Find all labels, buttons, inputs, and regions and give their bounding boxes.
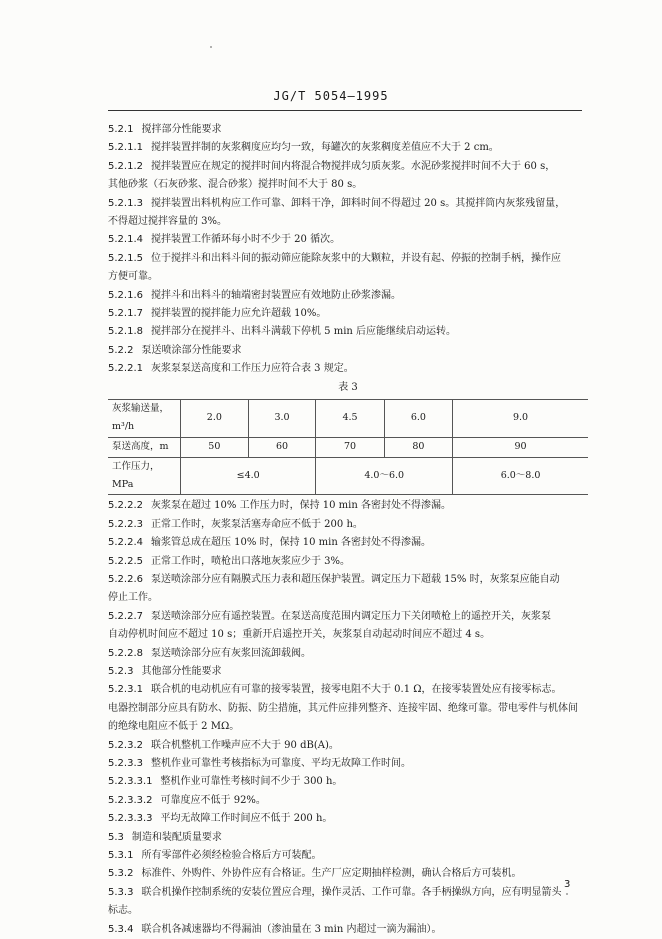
clause-number: 5.2.1	[108, 124, 134, 135]
clause-text: 搅拌部分在搅拌斗、出料斗满载下停机 5 min 后应能继续启动运转。	[151, 326, 457, 338]
paragraph-line	[108, 516, 588, 534]
clause-text: 搅拌斗和出料斗的轴端密封装置应有效地防止砂浆渗漏。	[151, 289, 401, 301]
table-row	[108, 437, 588, 457]
clause-number: 5.2.1.8	[108, 326, 143, 338]
clause-text: 联合机整机工作噪声应不大于 90 dB(A)。	[151, 739, 339, 751]
clause-text: 其他砂浆（石灰砂浆、混合砂浆）搅拌时间不大于 80 s。	[108, 179, 363, 191]
table-cell: 9.0	[453, 399, 588, 437]
clause-number: 5.2.2	[108, 344, 134, 356]
clause-number: 5.3	[108, 831, 124, 843]
table-cell: 2.0	[181, 399, 249, 437]
paragraph-block-1	[108, 121, 588, 379]
paragraph-line	[108, 305, 588, 323]
paragraph-line	[108, 589, 588, 607]
paragraph-line	[108, 902, 588, 920]
paragraph-line	[108, 737, 588, 755]
clause-number: 5.2.1.1	[108, 142, 143, 154]
paragraph-line	[108, 571, 588, 589]
clause-text: 搅拌装置的搅拌能力应允许超载 10%。	[151, 308, 327, 320]
table-cell: 4.5	[316, 399, 384, 437]
clause-text: 搅拌装置出料机构应工作可靠、卸料干净，卸料时间不得超过 20 s。其搅拌筒内灰浆残留量，	[151, 197, 566, 209]
clause-text: 整机作业可靠性考核时间不少于 300 h。	[160, 776, 343, 788]
clause-text: 灰浆泵在超过 10% 工作压力时，保持 10 min 各密封处不得渗漏。	[151, 500, 451, 512]
clause-text: 正常工作时，灰浆泵活塞寿命应不低于 200 h。	[151, 518, 363, 530]
clause-number: 5.3.3	[108, 886, 134, 898]
clause-text: 标志。	[108, 905, 138, 917]
clause-number: 5.3.1	[108, 850, 134, 862]
clause-number: 5.2.3.3.3	[108, 813, 153, 825]
clause-number: 5.2.1.3	[108, 197, 143, 209]
paragraph-line	[108, 323, 588, 341]
clause-text: 搅拌装置应在规定的搅拌时间内将混合物搅拌成匀质灰浆。水泥砂浆搅拌时间不大于 60 s，	[151, 160, 556, 172]
table-caption: 表 3	[338, 381, 358, 393]
paragraph-line	[108, 268, 588, 286]
scan-speck	[566, 893, 568, 895]
clause-text: 正常工作时，喷枪出口落地灰浆应少于 3%。	[151, 555, 351, 567]
table-cell: 80	[384, 437, 452, 457]
clause-text: 泵送喷涂部分应有灰浆回流卸载阀。	[151, 647, 311, 659]
clause-number: 5.2.3.2	[108, 739, 143, 751]
paragraph-line	[108, 773, 588, 791]
clause-text: 整机作业可靠性考核指标为可靠度、平均无故障工作时间。	[151, 758, 411, 769]
spec-table	[108, 399, 588, 496]
paragraph-line	[108, 792, 588, 810]
paragraph-line	[108, 360, 588, 378]
table-cell: 50	[181, 437, 249, 457]
clause-text: 不得超过搅拌容量的 3%。	[108, 216, 228, 228]
table-row	[108, 399, 588, 437]
clause-number: 5.2.3.3	[108, 758, 143, 769]
paragraph-line	[108, 287, 588, 305]
document-body	[108, 121, 588, 939]
standard-code-header: JG/T 5054—1995	[273, 89, 389, 103]
clause-text: 标准件、外购件、外协件应有合格证。生产厂应定期抽样检测，确认合格后方可装机。	[141, 868, 522, 880]
clause-text: 输浆管总成在超压 10% 时，保持 10 min 各密封处不得渗漏。	[151, 537, 431, 549]
clause-number: 5.2.1.2	[108, 160, 143, 172]
paragraph-line	[108, 497, 588, 515]
paragraph-line	[108, 865, 588, 883]
paragraph-line	[108, 176, 588, 194]
clause-text: 所有零部件必须经检验合格后方可装配。	[141, 850, 322, 862]
clause-number: 5.2.1.7	[108, 308, 143, 320]
clause-text: 搅拌部分性能要求	[141, 124, 222, 135]
clause-number: 5.2.2.5	[108, 555, 143, 567]
paragraph-line	[108, 847, 588, 865]
clause-text: 搅拌装置拌制的灰浆稠度应均匀一致，每罐次的灰浆稠度差值应不大于 2 cm。	[151, 142, 499, 154]
paragraph-line	[108, 755, 588, 773]
clause-text: 联合机各减速器均不得漏油（渗油量在 3 min 内超过一滴为漏油）。	[141, 923, 442, 935]
clause-text: 灰浆泵泵送高度和工作压力应符合表 3 规定。	[151, 363, 354, 375]
clause-text: 其他部分性能要求	[141, 665, 222, 677]
clause-number: 5.2.1.5	[108, 252, 143, 264]
table-row-label: 泵送高度，m	[108, 437, 181, 457]
header-rule	[108, 110, 582, 111]
clause-text: 方便可靠。	[108, 271, 158, 283]
clause-text: 可靠度应不低于 92%。	[160, 794, 266, 806]
clause-number: 5.3.2	[108, 868, 134, 880]
clause-number: 5.2.2.4	[108, 537, 143, 549]
paragraph-line	[108, 553, 588, 571]
paragraph-line	[108, 681, 588, 699]
clause-text: 位于搅拌斗和出料斗间的振动筛应能除灰浆中的大颗粒，并设有起、停振的控制手柄，操作应	[151, 252, 561, 264]
table-cell: 60	[248, 437, 316, 457]
paragraph-line	[108, 342, 588, 360]
paragraph-line	[108, 645, 588, 663]
clause-number: 5.2.1.4	[108, 234, 143, 246]
paragraph-line	[108, 213, 588, 231]
paragraph-line	[108, 626, 588, 644]
paragraph-line	[108, 718, 588, 736]
paragraph-line	[108, 700, 588, 718]
table-cell: 3.0	[248, 399, 316, 437]
clause-text: 停止工作。	[108, 592, 158, 604]
paragraph-line	[108, 810, 588, 828]
paragraph-line	[108, 534, 588, 552]
clause-text: 电器控制部分应具有防水、防振、防尘措施，其元件应排列整齐、连接牢固、绝缘可靠。带电零件与机体间	[108, 702, 578, 714]
paragraph-line	[108, 829, 588, 847]
paragraph-line	[108, 250, 588, 268]
table-cell: 4.0～6.0	[316, 457, 453, 495]
clause-number: 5.2.3	[108, 665, 134, 677]
table-cell: ≤4.0	[181, 457, 316, 495]
scan-speck	[210, 46, 212, 48]
paragraph-line	[108, 195, 588, 213]
clause-text: 搅拌装置工作循环每小时不少于 20 循次。	[151, 234, 341, 246]
page-number: 3	[564, 879, 571, 890]
clause-number: 5.2.1.6	[108, 289, 143, 301]
clause-number: 5.2.2.8	[108, 647, 143, 659]
paragraph-line	[108, 139, 588, 157]
clause-text: 泵送喷涂部分应有隔膜式压力表和超压保护装置。调定压力下超载 15% 时，灰浆泵应能自动	[151, 573, 560, 585]
clause-number: 5.2.2.3	[108, 518, 143, 530]
clause-number: 5.2.3.3.2	[108, 794, 153, 806]
clause-text: 联合机的电动机应有可靠的接零装置，接零电阻不大于 0.1 Ω，在接零装置处应有接零标志。	[151, 684, 562, 696]
paragraph-block-2	[108, 497, 588, 939]
clause-text: 自动停机时间应不超过 10 s；重新开启遥控开关，灰浆泵自动起动时间应不超过 4 s。	[108, 629, 491, 641]
clause-text: 制造和装配质量要求	[131, 831, 222, 843]
clause-number: 5.3.4	[108, 923, 134, 935]
paragraph-line	[108, 884, 588, 902]
clause-number: 5.2.2.1	[108, 363, 143, 375]
clause-number: 5.2.2.7	[108, 610, 143, 622]
table-cell: 6.0	[384, 399, 452, 437]
table-row-label: 灰浆输送量，m³/h	[108, 399, 181, 437]
clause-number: 5.2.2.2	[108, 500, 143, 512]
table-cell: 6.0～8.0	[453, 457, 588, 495]
clause-number: 5.2.3.1	[108, 684, 143, 696]
clause-number: 5.2.2.6	[108, 573, 143, 585]
paragraph-line	[108, 608, 588, 626]
paragraph-line	[108, 158, 588, 176]
paragraph-line	[108, 121, 588, 139]
table-row	[108, 457, 588, 495]
clause-number: 5.2.3.3.1	[108, 776, 153, 788]
paragraph-line	[108, 663, 588, 681]
table-cell: 70	[316, 437, 384, 457]
clause-text: 泵送喷涂部分性能要求	[141, 344, 242, 356]
paragraph-line	[108, 231, 588, 249]
clause-text: 联合机操作控制系统的安装位置应合理，操作灵活、工作可靠。各手柄操纵方向，应有明显箭头	[141, 886, 562, 898]
clause-text: 平均无故障工作时间应不低于 200 h。	[160, 813, 333, 825]
clause-text: 的绝缘电阻应不低于 2 MΩ。	[108, 721, 240, 733]
table-cell: 90	[453, 437, 588, 457]
clause-text: 泵送喷涂部分应有遥控装置。在泵送高度范围内调定压力下关闭喷枪上的遥控开关，灰浆泵	[151, 610, 551, 622]
paragraph-line	[108, 921, 588, 939]
table-row-label: 工作压力，MPa	[108, 457, 181, 495]
